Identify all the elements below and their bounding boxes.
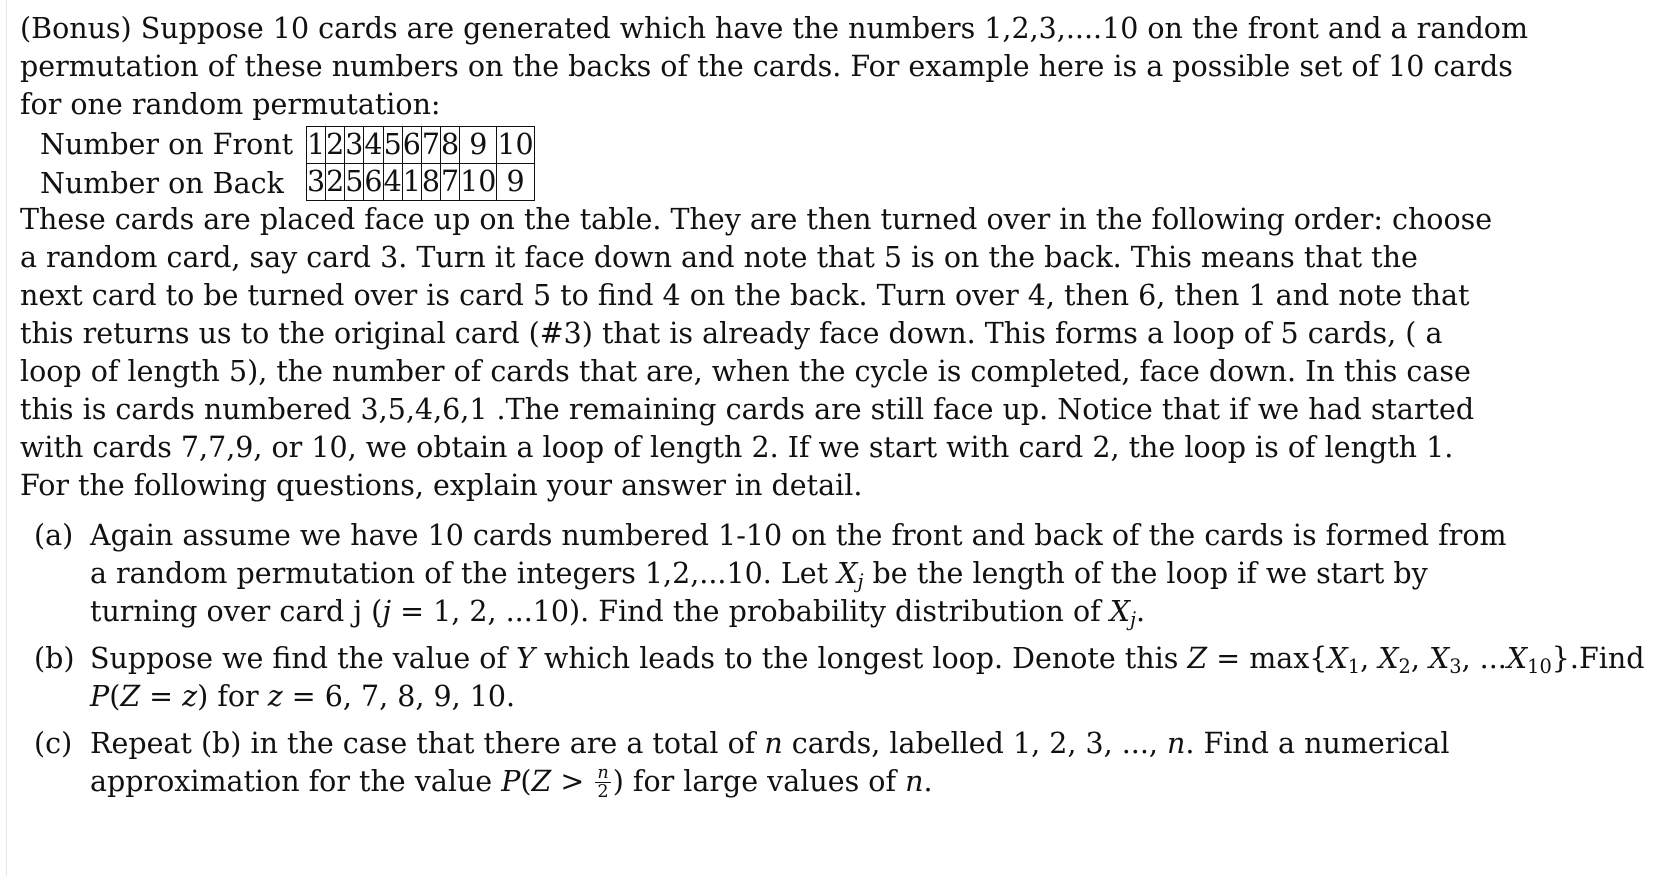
question-c-text (90, 725, 1450, 801)
math-z-lower: z (267, 680, 283, 713)
question-a-text (90, 517, 1507, 631)
question-b-line (90, 640, 1644, 678)
intro-line: (Bonus) Suppose 10 cards are generated which have the numbers 1,2,3,....10 on the front and a random (20, 12, 1528, 45)
text-run: a random permutation of the integers 1,2,...10. Let (90, 557, 838, 590)
math-sub: 10 (1527, 654, 1552, 678)
fraction-denominator: 2 (597, 782, 609, 803)
text-run: = 1, 2, ...10). Find the probability distribution of (391, 595, 1110, 628)
text-run: ) for (197, 680, 268, 713)
text-run: ( (520, 765, 532, 798)
text-run: Suppose we find the value of (90, 642, 517, 675)
ellipsis: , ... (1461, 642, 1507, 675)
front-cell: 2 (326, 127, 345, 164)
math-n: n (1167, 727, 1186, 760)
question-c-line (90, 725, 1450, 763)
math-x: X (1378, 642, 1399, 675)
math-x: X (1506, 642, 1528, 675)
text-run: . (923, 765, 933, 798)
text-run: be the length of the loop if we start by (863, 557, 1428, 590)
question-a-line (90, 593, 1507, 631)
body-line: this returns us to the original card (#3) that is already face down. This forms a loop of 5 cards, ( a (20, 317, 1443, 350)
math-x: X (1109, 595, 1131, 628)
question-c-label: (c) (34, 727, 73, 760)
body-line: this is cards numbered 3,5,4,6,1 .The remaining cards are still face up. Notice that if we had started (20, 393, 1475, 426)
text-run: turning over card j ( (90, 595, 383, 628)
math-z: Z (531, 765, 552, 798)
math-z: Z (1187, 642, 1208, 675)
body-line: with cards 7,7,9, or 10, we obtain a loop of length 2. If we start with card 2, the loop is of length 1. (20, 431, 1454, 464)
fraction-n-over-2 (595, 764, 610, 802)
front-cell: 7 (421, 127, 440, 164)
question-c-line (90, 763, 1450, 801)
text-run: = 6, 7, 8, 9, 10. (282, 680, 516, 713)
text-run: ( (109, 680, 121, 713)
question-a-line: Again assume we have 10 cards numbered 1-10 on the front and back of the cards is formed from (90, 519, 1507, 552)
back-cell: 10 (460, 164, 497, 201)
front-cell: 8 (440, 127, 459, 164)
back-cell: 3 (307, 164, 326, 201)
body-line: next card to be turned over is card 5 to find 4 on the back. Turn over 4, then 6, then 1 and note that (20, 279, 1470, 312)
back-cell: 9 (497, 164, 534, 201)
front-row (307, 127, 535, 164)
math-sub: 2 (1398, 654, 1411, 678)
math-x: X (837, 557, 858, 590)
math-x: X (1327, 642, 1348, 675)
question-a-line (90, 555, 1507, 593)
back-cell: 7 (440, 164, 459, 201)
math-j: j (382, 595, 392, 628)
math-z-lower: z (182, 680, 198, 713)
back-cell: 4 (383, 164, 402, 201)
back-cell: 8 (421, 164, 440, 201)
front-row-label: Number on Front (40, 128, 294, 161)
explanation-paragraph (20, 201, 1493, 505)
fraction-numerator: n (597, 762, 609, 783)
question-b-text (90, 640, 1644, 716)
question-a-label: (a) (34, 519, 74, 552)
math-sub: 3 (1449, 654, 1462, 678)
front-cell: 10 (497, 127, 534, 164)
text-run: cards, labelled 1, 2, 3, ..., (782, 727, 1168, 760)
comma: , (1410, 642, 1429, 675)
text-run: approximation for the value (90, 765, 502, 798)
math-z: Z (120, 680, 141, 713)
intro-line: permutation of these numbers on the backs of the cards. For example here is a possible set of 10 cards (20, 50, 1513, 83)
text-run: = max{ (1207, 642, 1328, 675)
intro-paragraph (20, 10, 1528, 124)
text-run: . Find a numerical (1185, 727, 1450, 760)
cards-table (306, 126, 535, 201)
math-x: X (1428, 642, 1450, 675)
math-y: Y (516, 642, 535, 675)
text-run: which leads to the longest loop. Denote this (534, 642, 1188, 675)
back-cell: 2 (326, 164, 345, 201)
text-run: = (140, 680, 183, 713)
body-line: These cards are placed face up on the table. They are then turned over in the following order: choose (20, 203, 1493, 236)
text-run: }.Find (1551, 642, 1645, 675)
front-cell: 3 (345, 127, 364, 164)
back-cell: 6 (364, 164, 383, 201)
question-b-label: (b) (34, 642, 75, 675)
math-sub-j: j (1130, 607, 1137, 631)
math-p: P (90, 680, 110, 713)
math-n: n (764, 727, 783, 760)
text-run: ) for large values of (612, 765, 906, 798)
body-line: loop of length 5), the number of cards that are, when the cycle is completed, face down. In this case (20, 355, 1471, 388)
comma: , (1360, 642, 1379, 675)
question-b-line (90, 678, 1644, 716)
math-sub-j: j (857, 569, 864, 593)
math-sub: 1 (1347, 654, 1361, 678)
back-cell: 5 (345, 164, 364, 201)
left-border (6, 0, 7, 876)
back-row (307, 164, 535, 201)
front-cell: 4 (364, 127, 383, 164)
front-cell: 1 (307, 127, 326, 164)
body-line: For the following questions, explain your answer in detail. (20, 469, 863, 502)
front-cell: 9 (460, 127, 497, 164)
text-run: > (551, 765, 594, 798)
back-row-label: Number on Back (40, 167, 284, 200)
text-run: Repeat (b) in the case that there are a total of (90, 727, 765, 760)
back-cell: 1 (402, 164, 421, 201)
front-cell: 6 (402, 127, 421, 164)
body-line: a random card, say card 3. Turn it face down and note that 5 is on the back. This means that the (20, 241, 1418, 274)
front-cell: 5 (383, 127, 402, 164)
math-p: P (501, 765, 521, 798)
text-run: . (1136, 595, 1146, 628)
intro-line: for one random permutation: (20, 88, 441, 121)
math-n: n (905, 765, 924, 798)
